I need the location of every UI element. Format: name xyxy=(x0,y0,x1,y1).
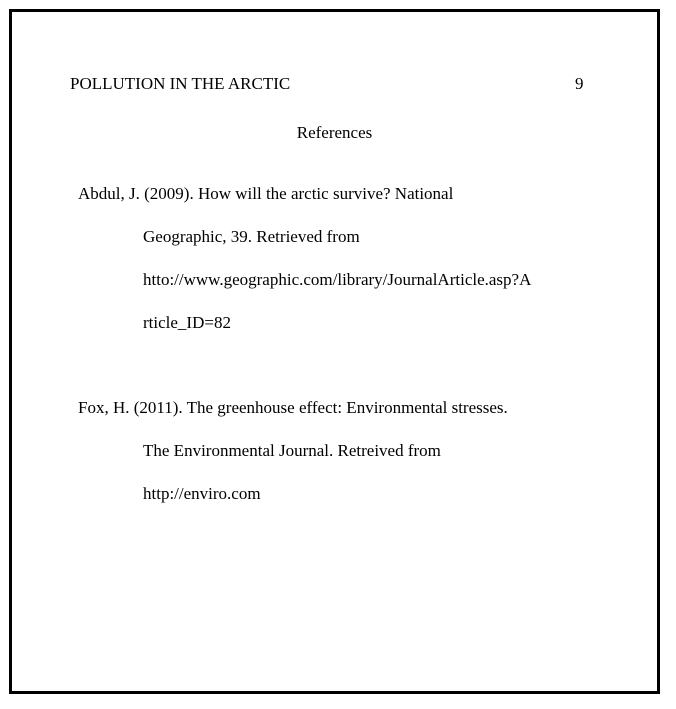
reference-url-line: htto://www.geographic.com/library/JournalArticle.asp?A xyxy=(143,270,532,289)
running-head: POLLUTION IN THE ARCTIC xyxy=(70,74,291,93)
reference-url-line: rticle_ID=82 xyxy=(143,313,231,332)
reference-line: Fox, H. (2011). The greenhouse effect: Environmental stresses. xyxy=(78,398,508,417)
reference-url-line: http://enviro.com xyxy=(143,484,261,503)
reference-entry xyxy=(78,396,508,525)
document-page xyxy=(9,9,660,694)
reference-line: Geographic, 39. Retrieved from xyxy=(143,227,360,246)
page-number: 9 xyxy=(575,74,584,93)
reference-line: Abdul, J. (2009). How will the arctic survive? National xyxy=(78,184,454,203)
references-heading: References xyxy=(296,123,373,142)
reference-entry xyxy=(78,182,531,354)
reference-line: The Environmental Journal. Retreived from xyxy=(143,441,441,460)
